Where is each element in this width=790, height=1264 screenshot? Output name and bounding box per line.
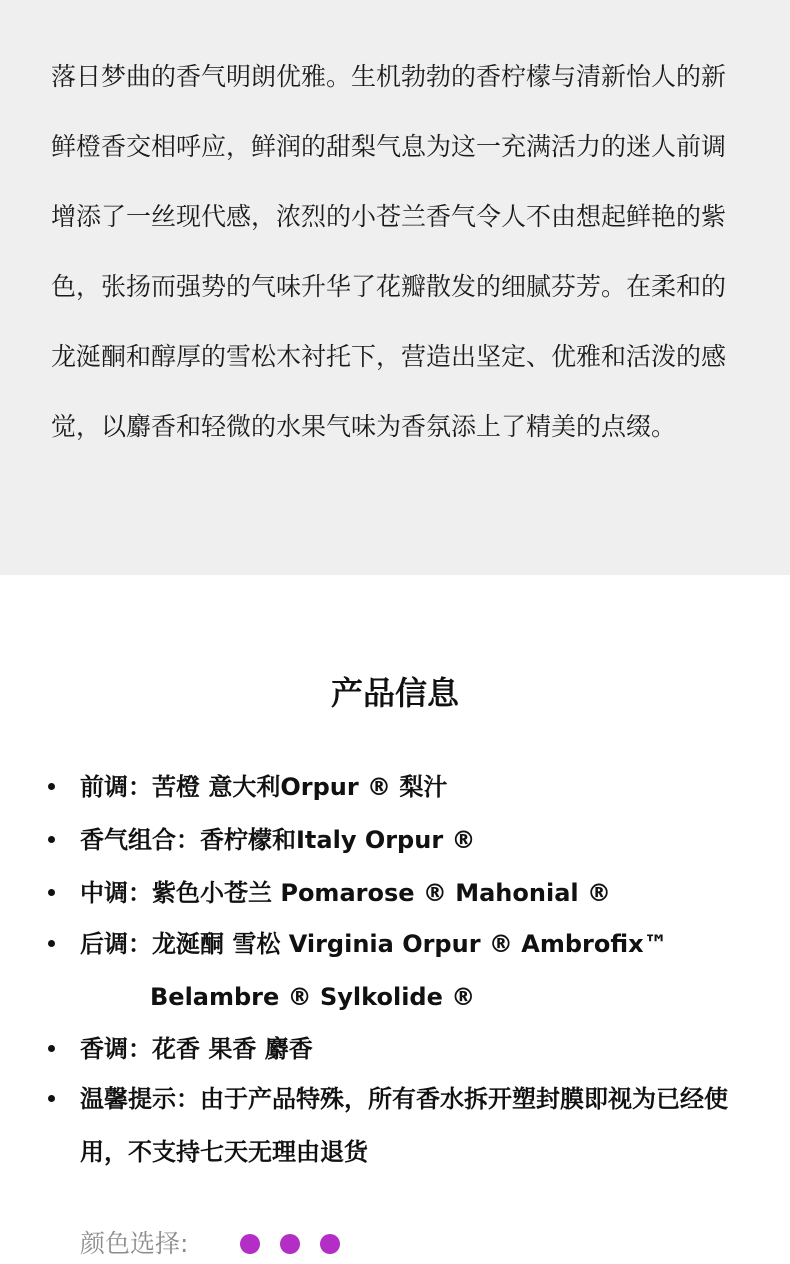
middle-notes-text: 中调：紫色小苍兰 Pomarose ® Mahonial ® bbox=[80, 879, 611, 907]
list-item-tip bbox=[0, 1073, 790, 1179]
bullet-icon bbox=[48, 889, 55, 896]
bullet-icon bbox=[48, 940, 55, 947]
description-text: 落日梦曲的香气明朗优雅。生机勃勃的香柠檬与清新怡人的新鲜橙香交相呼应，鲜润的甜梨气息为这一充满活力的迷人前调增添了一丝现代感，浓烈的小苍兰香气令人不由想起鲜艳的紫色，张扬而强势的气味升华了花瓣散发的细腻芬芳。在柔和的龙涎酮和醇厚的雪松木衬托下，营造出坚定、优雅和活泼的感觉，以麝香和轻微的水果气味为香氛添上了精美的点缀。 bbox=[51, 62, 727, 441]
combo-text: 香气组合：香柠檬和Italy Orpur ® bbox=[80, 826, 476, 854]
bullet-icon bbox=[48, 836, 55, 843]
base-notes-text: 后调：龙涎酮 雪松 Virginia Orpur ® Ambrofix™ bbox=[80, 930, 668, 958]
top-notes-text: 前调：苦橙 意大利Orpur ® 梨汁 bbox=[80, 773, 448, 801]
color-select-label: 颜色选择: bbox=[80, 1229, 189, 1258]
scent-type-text: 香调：花香 果香 麝香 bbox=[80, 1035, 313, 1063]
product-info-title: 产品信息 bbox=[330, 674, 459, 712]
color-swatch-1[interactable] bbox=[240, 1234, 260, 1254]
bullet-icon bbox=[48, 1095, 55, 1102]
bullet-icon bbox=[48, 783, 55, 790]
color-select-row bbox=[80, 1224, 580, 1264]
list-item-base-notes bbox=[0, 918, 790, 1024]
tip-text: 温馨提示：由于产品特殊，所有香水拆开塑封膜即视为已经使用，不支持七天无理由退货 bbox=[80, 1085, 728, 1166]
color-swatch-3[interactable] bbox=[320, 1234, 340, 1254]
base-notes-continuation: Belambre ® Sylkolide ® bbox=[150, 983, 476, 1011]
bullet-icon bbox=[48, 1045, 55, 1052]
description-section bbox=[0, 0, 790, 575]
color-swatch-2[interactable] bbox=[280, 1234, 300, 1254]
